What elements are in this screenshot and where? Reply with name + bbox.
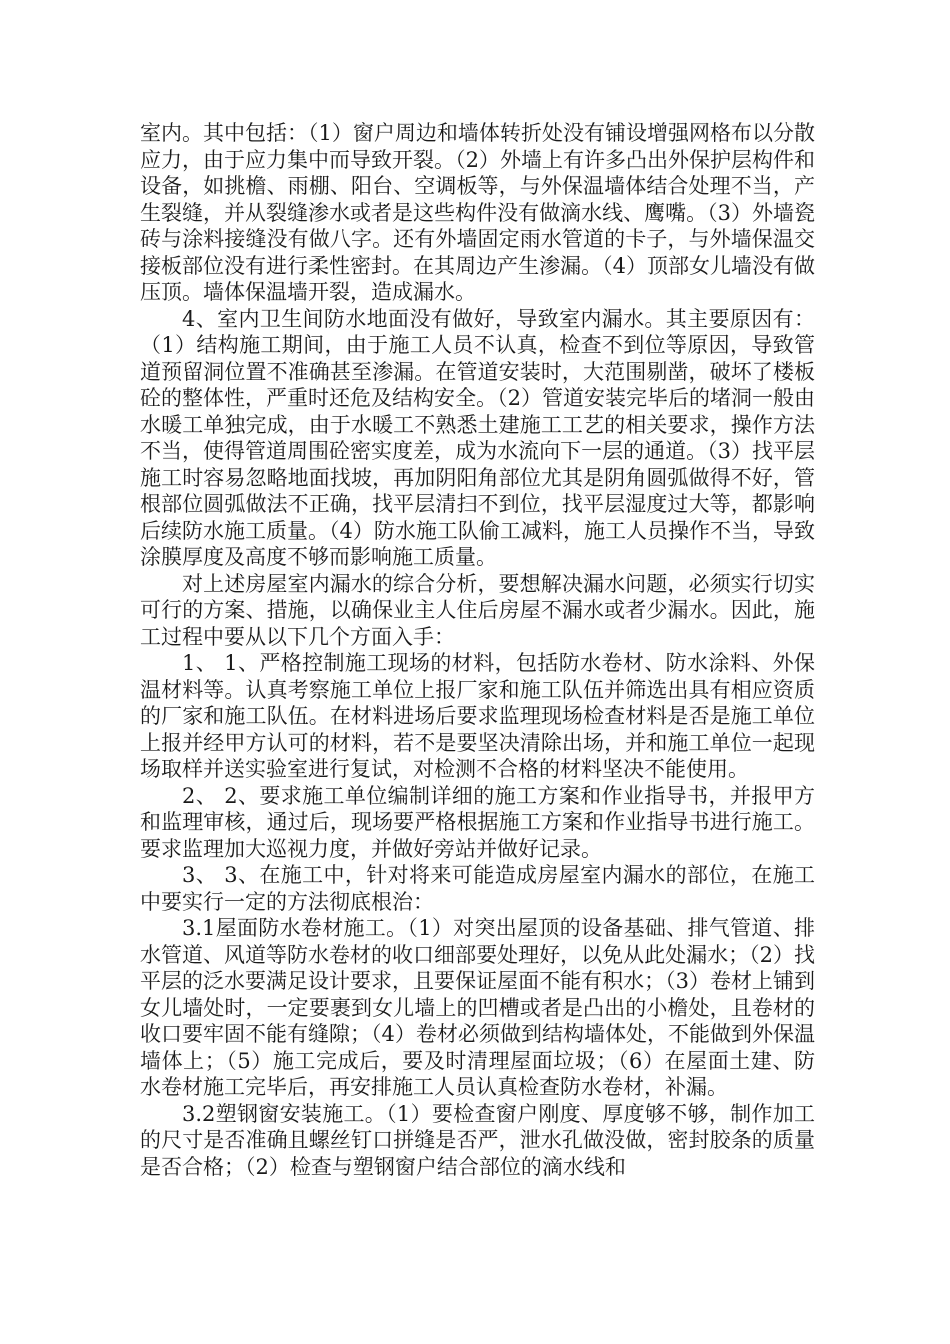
paragraph-analysis-summary: 对上述房屋室内漏水的综合分析，要想解决漏水问题，必须实行切实可行的方案、措施，以确保业主人住后房屋不漏水或者少漏水。因此，施工过程中要从以下几个方面入手： bbox=[140, 571, 815, 649]
paragraph-measure-materials: 1、 1、严格控制施工现场的材料，包括防水卷材、防水涂料、外保温材料等。认真考察施工单位上报厂家和施工队伍并筛选出具有相应资质的厂家和施工队伍。在材料进场后要求监理现场检查材料是否是施工单位上报并经甲方认可的材料，若不是要坚决清除出场，并和施工单位一起现场取样并送实验室进行复试，对检测不合格的材料坚决不能使用。 bbox=[140, 651, 815, 781]
paragraph-roof-waterproofing: 3.1屋面防水卷材施工。（1）对突出屋顶的设备基础、排气管道、排水管道、风道等防水卷材的收口细部要处理好，以免从此处漏水；（2）找平层的泛水要满足设计要求，且要保证屋面不能有积水；（3）卷材上铺到女儿墙处时，一定要裹到女儿墙上的凹槽或者是凸出的小檐处，且卷材的收口要牢固不能有缝隙；（4）卷材必须做到结构墙体处，不能做到外保温墙体上；（5）施工完成后，要及时清理屋面垃圾；（6）在屋面土建、防水卷材施工完毕后，再安排施工人员认真检查防水卷材，补漏。 bbox=[140, 916, 815, 1099]
paragraph-measure-construction: 3、 3、在施工中，针对将来可能造成房屋室内漏水的部位，在施工中要实行一定的方法彻底根治： bbox=[140, 863, 815, 914]
paragraph-exterior-wall-causes: 室内。其中包括：（1）窗户周边和墙体转折处没有铺设增强网格布以分散应力，由于应力集中而导致开裂。（2）外墙上有许多凸出外保护层构件和设备，如挑檐、雨棚、阳台、空调板等，与外保温墙体结合处理不当，产生裂缝，并从裂缝渗水或者是这些构件没有做滴水线、鹰嘴。（3）外墙瓷砖与涂料接缝没有做八字。还有外墙固定雨水管道的卡子，与外墙保温交接板部位没有进行柔性密封。在其周边产生渗漏。（4）顶部女儿墙没有做压顶。墙体保温墙开裂，造成漏水。 bbox=[140, 121, 815, 304]
paragraph-measure-plan: 2、 2、要求施工单位编制详细的施工方案和作业指导书，并报甲方和监理审核，通过后，现场要严格根据施工方案和作业指导书进行施工。要求监理加大巡视力度，并做好旁站并做好记录。 bbox=[140, 783, 815, 861]
paragraph-bathroom-leak-causes: 4、室内卫生间防水地面没有做好，导致室内漏水。其主要原因有：（1）结构施工期间，由于施工人员不认真，检查不到位等原因，导致管道预留洞位置不准确甚至渗漏。在管道安装时，大范围剔凿，破坏了楼板砼的整体性，严重时还危及结构安全。（2）管道安装完毕后的堵洞一般由水暖工单独完成，由于水暖工不熟悉土建施工工艺的相关要求，操作方法不当，使得管道周围砼密实度差，成为水流向下一层的通道。（3）找平层施工时容易忽略地面找坡，再加阴阳角部位尤其是阴角圆弧做得不好，管根部位圆弧做法不正确，找平层清扫不到位，找平层湿度过大等，都影响后续防水施工质量。（4）防水施工队偷工减料，施工人员操作不当，导致涂膜厚度及高度不够而影响施工质量。 bbox=[140, 306, 815, 569]
document-body bbox=[140, 120, 815, 1180]
paragraph-window-installation: 3.2塑钢窗安装施工。（1）要检查窗户刚度、厚度够不够，制作加工的尺寸是否准确且螺丝钉口拼缝是否严，泄水孔做没做，密封胶条的质量是否合格；（2）检查与塑钢窗户结合部位的滴水线和 bbox=[140, 1101, 815, 1179]
